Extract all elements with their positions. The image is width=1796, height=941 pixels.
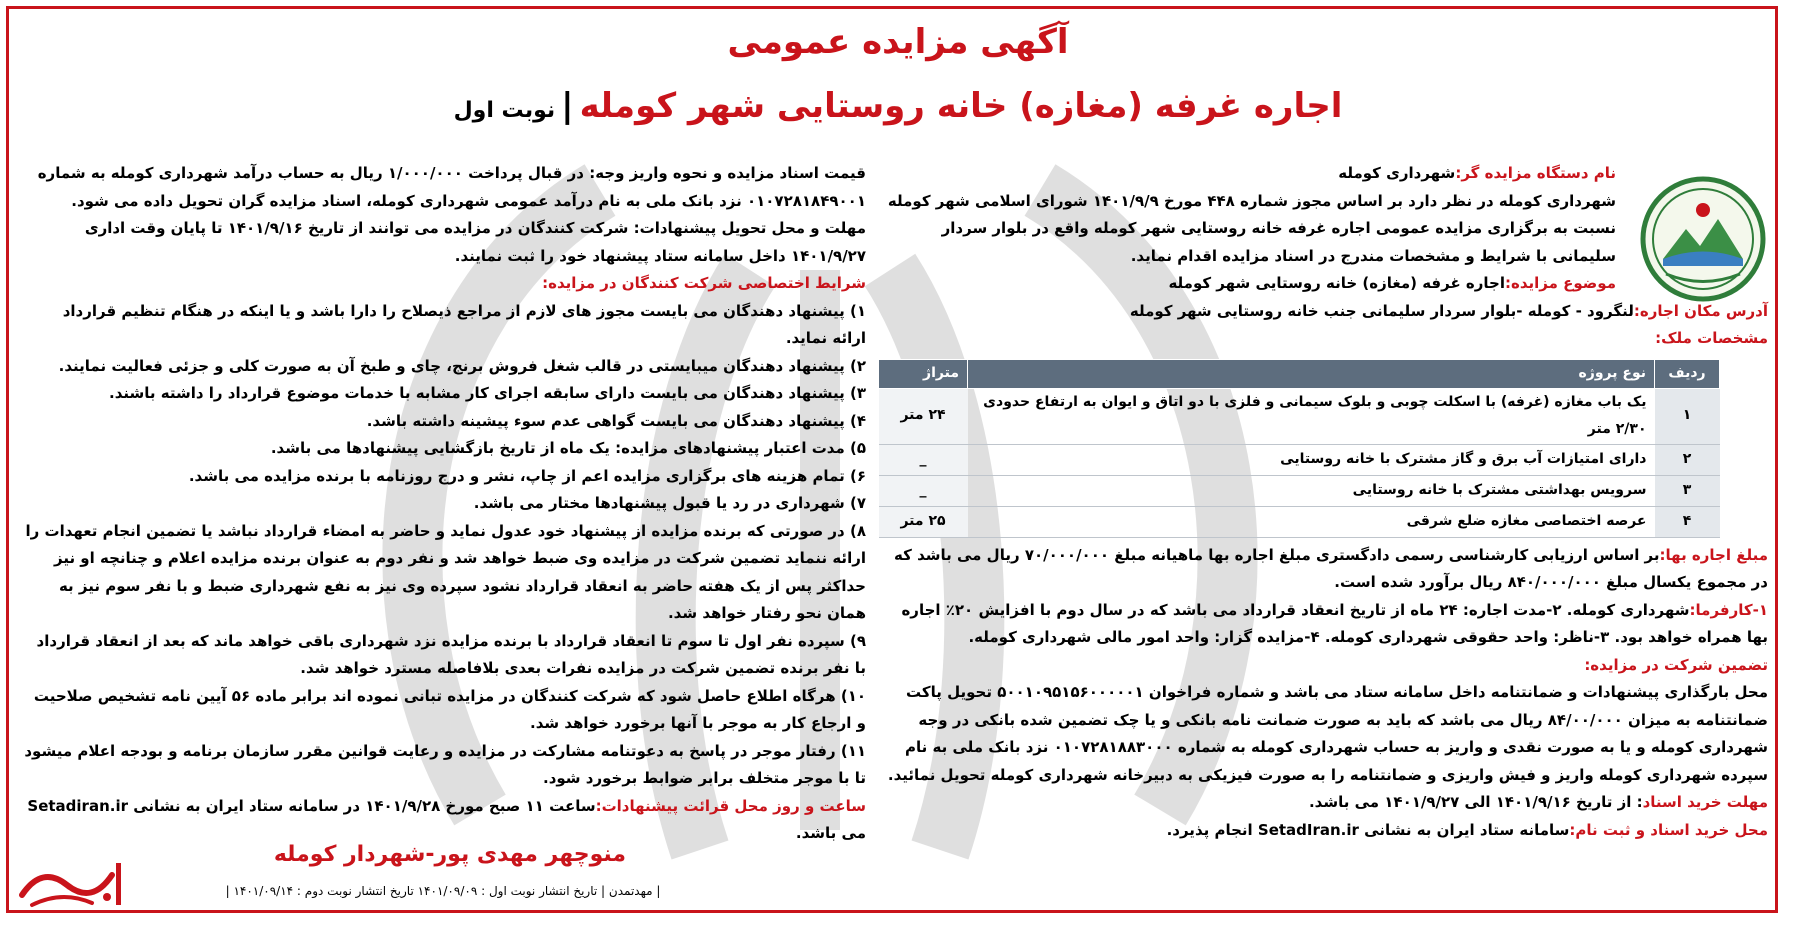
subtitle-separator: |: [561, 86, 574, 126]
deadline-label: مهلت خرید اسناد: [1642, 793, 1768, 811]
agency-line: [878, 160, 1616, 188]
employer-label: ۱-کارفرما:: [1689, 600, 1768, 619]
table-row: [879, 475, 1720, 506]
condition-item: ۴) پیشنهاد دهندگان می بایست گواهی عدم سوء پیشینه داشته باشد.: [366, 411, 866, 430]
deadline-line: [878, 789, 1768, 817]
place-line: [878, 817, 1768, 845]
cell-idx: ۲: [1655, 444, 1720, 475]
condition-item: ۹) سپرده نفر اول تا سوم تا انعقاد قرارداد با برنده مزایده نزد شهرداری باقی خواهد ماند که بعد از انعقاد قرارداد با نفر برنده تضمین شرکت در مزایده نفرات بعدی بلافاصله مسترد خواهد شد.: [36, 631, 866, 677]
condition-item: ۱۱) رفتار موجر در پاسخ به دعوتنامه مشارکت در مزایده و رعایت قوانین مقرر سازمان برنامه و بودجه اعلام میشود تا با موجر متخلف برابر ضوابط برخورد شود.: [24, 741, 866, 787]
intro-block: [878, 160, 1768, 298]
publication-info: | مهدتمدن | تاریخ انتشار نوبت اول : ۱۴۰۱/۰۹/۰۹ تاریخ انتشار نوبت دوم : ۱۴۰۱/۰۹/۱۴ |: [225, 884, 661, 898]
agency-value: شهرداری کومله: [1338, 164, 1456, 182]
subject-line: [878, 270, 1616, 298]
round-label: نوبت اول: [453, 98, 556, 123]
price-label: مبلغ اجاره بها:: [1659, 545, 1768, 564]
agency-label: نام دستگاه مزایده گر:: [1455, 164, 1616, 182]
opening-label: ساعت و روز محل قرائت پیشنهادات:: [595, 796, 866, 815]
cell-type: یک باب مغازه (غرفه) با اسکلت چوبی و بلوک سیمانی و فلزی با دو اتاق و ایوان به ارتفاع حدودی ۲/۳۰ متر: [968, 388, 1655, 444]
table-row: [879, 388, 1720, 444]
cell-type: دارای امتیازات آب برق و گاز مشترک با خانه روستایی: [968, 444, 1655, 475]
signature: منوچهر مهدی پور-شهردار کومله: [273, 842, 626, 867]
opening-line: [24, 793, 866, 848]
place-value: سامانه ستاد ایران به نشانی SetadIran.ir انجام پذیرد.: [1166, 820, 1570, 839]
opening-value: ساعت ۱۱ صبح مورخ ۱۴۰۱/۹/۲۸ در سامانه ستاد ایران به نشانی Setadiran.ir می باشد.: [27, 796, 866, 842]
municipality-seal-icon: [1638, 174, 1768, 304]
condition-item: ۲) پیشنهاد دهندگان میبایستی در قالب شغل فروش برنج، چای و طبخ آن به صورت کلی و جزئی فعالیت نمایند.: [58, 356, 866, 375]
guarantee-value: محل بارگذاری پیشنهادات و ضمانتنامه داخل سامانه ستاد می باشد و شماره فراخوان ۵۰۰۱۰۹۵۱۵۶۰۰۰۰۰۱ تحویل پاکت ضمانتنامه به میزان ۸۴/۰۰/۰۰۰ ریال می باشد که باید به صورت ضمانت نامه بانکی و یا چک تضمین شده بانکی در وجه شهرداری کومله و یا به صورت نقدی و واریز به حساب شهرداری کومله به شماره ۰۱۰۷۲۸۱۸۸۳۰۰۰ نزد بانک ملی به نام سپرده شهرداری کومله واریز و فیش واریزی و ضمانتنامه را به صورت فیزیکی به دبیرخانه شهرداری کومله تحویل نمائید.: [887, 683, 1768, 784]
cell-idx: ۳: [1655, 475, 1720, 506]
address-value: لنگرود - کومله -بلوار سردار سلیمانی جنب خانه روستایی شهر کومله: [1129, 301, 1634, 320]
employer-value: شهرداری کومله. ۲-مدت اجاره: ۲۴ ماه از تاریخ انعقاد قرارداد می باشد که در سال دوم با افزایش ۲۰٪ اجاره بها همراه خواهد بود. ۳-ناظر: واحد حقوقی شهرداری کومله. ۴-مزایده گزار: واحد امور مالی شهرداری کومله.: [901, 600, 1768, 646]
ad-subtitle: [0, 86, 1796, 126]
table-row: [879, 506, 1720, 537]
address-line: [878, 298, 1768, 326]
col-header-area: متراژ: [879, 359, 968, 388]
ad-title: آگهی مزایده عمومی: [727, 22, 1069, 62]
price-value: بر اساس ارزیابی کارشناسی رسمی دادگستری مبلغ اجاره بها ماهیانه مبلغ ۷۰/۰۰۰/۰۰۰ ریال می باشد که در مجموع یکسال مبلغ ۸۴۰/۰۰۰/۰۰۰ ریال برآورد شده است.: [894, 545, 1768, 591]
cell-type: عرصه اختصاصی مغازه ضلع شرقی: [968, 506, 1655, 537]
conditions-title: شرایط اختصاصی شرکت کنندگان در مزایده:: [542, 274, 866, 292]
cell-area: _: [879, 475, 968, 506]
table-header-row: [879, 359, 1720, 388]
subtitle-text: اجاره غرفه (مغازه) خانه روستایی شهر کومله: [579, 86, 1343, 126]
condition-item: ۷) شهرداری در رد یا قبول پیشنهادها مختار می باشد.: [473, 494, 866, 512]
condition-item: ۱۰) هرگاه اطلاع حاصل شود که شرکت کنندگان در مزایده تبانی نموده اند برابر ماده ۵۶ آیین نامه تشخیص صلاحیت و ارجاع کار به موجر با آنها برخورد خواهد شد.: [33, 686, 866, 732]
property-table: [878, 359, 1720, 538]
condition-item: ۶) تمام هزینه های برگزاری مزایده اعم از چاپ، نشر و درج روزنامه با برنده مزایده می باشد.: [188, 466, 866, 485]
deadline-value: : از تاریخ ۱۴۰۱/۹/۱۶ الی ۱۴۰۱/۹/۲۷ می باشد.: [1308, 793, 1643, 811]
place-label: محل خرید اسناد و ثبت نام:: [1569, 820, 1768, 839]
specs-label: مشخصات ملک:: [1655, 329, 1768, 347]
cell-idx: ۴: [1655, 506, 1720, 537]
cell-area: _: [879, 444, 968, 475]
address-label: آدرس مکان اجاره:: [1633, 301, 1768, 320]
guarantee-label: تضمین شرکت در مزایده:: [1584, 655, 1768, 674]
right-column: [878, 160, 1768, 844]
table-row: [879, 444, 1720, 475]
cell-area: ۲۴ متر: [879, 388, 968, 444]
docs-price-paragraph: قیمت اسناد مزایده و نحوه واریز وجه: در قبال پرداخت ۱/۰۰۰/۰۰۰ ریال به حساب درآمد شهرداری کومله به شماره ۰۱۰۷۲۸۱۸۴۹۰۰۱ نزد بانک ملی به نام درآمد عمومی شهرداری کومله، اسناد مزایده گران تحویل داده می شود.: [37, 164, 866, 210]
condition-item: ۸) در صورتی که برنده مزایده از پیشنهاد خود عدول نماید و حاضر به امضاء قرارداد نباشد یا تضمین انجام تعهدات را ارائه ننماید تضمین شرکت در مزایده وی ضبط خواهد شد و نفر دوم به عنوان برنده مزایده اعلام و چنانچه او نیز حداکثر پس از یک هفته حاضر به انعقاد قرارداد نشود سپرده وی نیز به نفع شهرداری ضبط و با نفر سوم نیز به همان نحو رفتار خواهد شد.: [25, 521, 866, 622]
col-header-type: نوع پروژه: [968, 359, 1655, 388]
subject-label: موضوع مزایده:: [1505, 274, 1616, 292]
subject-value: اجاره غرفه (مغازه) خانه روستایی شهر کومله: [1168, 274, 1506, 292]
submission-paragraph: مهلت و محل تحویل پیشنهادات: شرکت کنندگان در مزایده می توانند از تاریخ ۱۴۰۱/۹/۱۶ تا پایان وقت اداری ۱۴۰۱/۹/۲۷ داخل سامانه ستاد پیشنهاد خود را ثبت نمایند.: [84, 219, 866, 265]
left-column: [24, 160, 866, 848]
condition-item: ۵) مدت اعتبار پیشنهادهای مزایده: یک ماه از تاریخ بازگشایی پیشنهادها می باشد.: [270, 439, 866, 457]
price-paragraph: [878, 542, 1768, 597]
condition-item: ۱) پیشنهاد دهندگان می بایست مجوز های لازم از مراجع ذیصلاح را دارا باشد و یا اینکه در هنگام تنظیم قرارداد ارائه نماید.: [62, 301, 866, 347]
cell-type: سرویس بهداشتی مشترک با خانه روستایی: [968, 475, 1655, 506]
condition-item: ۳) پیشنهاد دهندگان می بایست دارای سابقه اجرای کار مشابه با خدمات موضوع قرارداد را داشته باشند.: [109, 384, 866, 402]
intro-text: شهرداری کومله در نظر دارد بر اساس مجوز شماره ۴۴۸ مورخ ۱۴۰۱/۹/۹ شورای اسلامی شهر کومله نسبت به برگزاری مزایده عمومی اجاره غرفه خانه روستایی شهر کومله واقع در بلوار سردار سلیمانی با شرایط و مشخصات مندرج در اسناد مزایده اقدام نماید.: [887, 191, 1616, 265]
col-header-idx: ردیف: [1655, 359, 1720, 388]
cell-area: ۲۵ متر: [879, 506, 968, 537]
newspaper-logo-icon: [12, 855, 132, 913]
cell-idx: ۱: [1655, 388, 1720, 444]
employer-paragraph: [878, 597, 1768, 652]
